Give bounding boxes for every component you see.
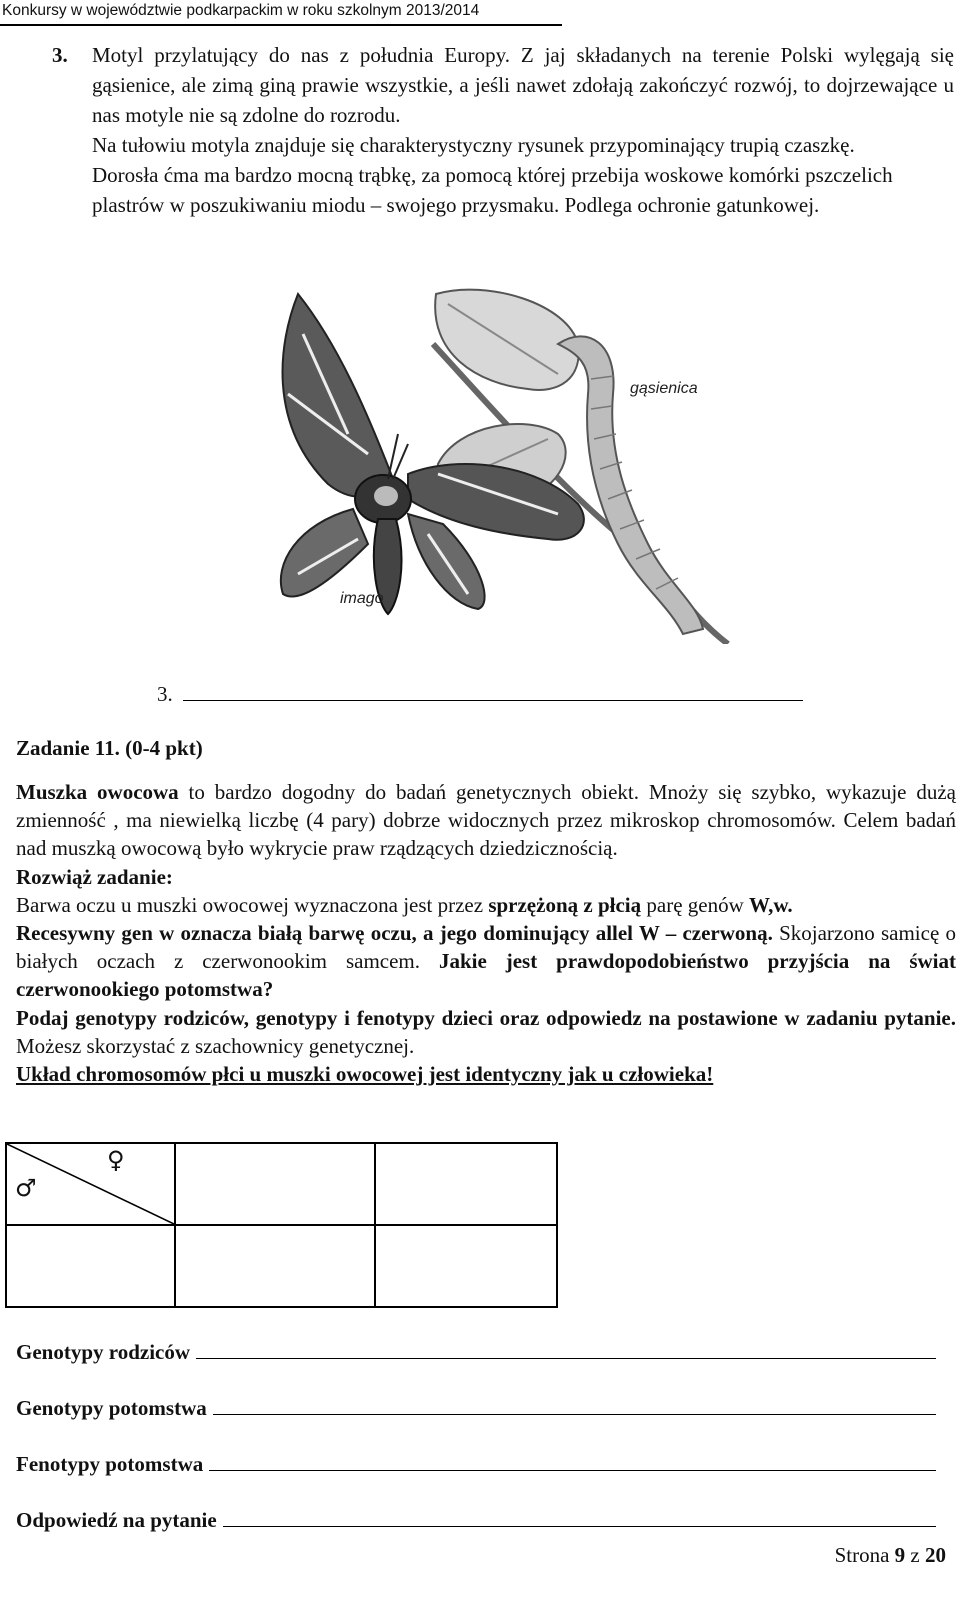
intro-paragraph-1: Motyl przylatujący do nas z południa Europy. Z jaj składanych na terenie Polski wylęgają się gąsienice, ale zimą giną prawie wszystkie, a jeśli nawet zdołają zakończyć rozwój, to dojrzewające u nas motyle nie są zdolne do rozrodu. xyxy=(92,43,954,127)
item-number: 3. xyxy=(52,43,68,67)
task-body xyxy=(16,778,956,1088)
punnett-cell[interactable] xyxy=(375,1143,557,1225)
answer-line-3 xyxy=(157,680,817,707)
intro-paragraph-3: Dorosła ćma ma bardzo mocną trąbkę, za pomocą której przebija woskowe komórki pszczelich plastrów w poszukiwaniu miodu – swojego przysmaku. Podlega ochronie gatunkowej. xyxy=(92,163,893,217)
p3-question: Jakie jest prawdopodobieństwo przyjścia na świat czerwonookiego potomstwa? xyxy=(16,949,956,1002)
punnett-cell[interactable] xyxy=(6,1225,175,1307)
task-paragraph-3 xyxy=(16,919,956,1004)
answer-line xyxy=(16,1508,936,1533)
fruit-fly-term: Muszka owocowa xyxy=(16,780,179,804)
parents-genotypes-line xyxy=(16,1340,936,1365)
punnett-cell[interactable] xyxy=(175,1225,375,1307)
intro-paragraph-2: Na tułowiu motyla znajduje się charakterystyczny rysunek przypominający trupią czaszkę. xyxy=(92,133,855,157)
p2-sex-linked: sprzężoną z płcią xyxy=(488,892,642,917)
offspring-phenotypes-label: Fenotypy potomstwa xyxy=(16,1452,204,1476)
page-footer xyxy=(835,1543,946,1568)
p3-recessive: Recesywny gen w oznacza białą barwę oczu, a jego dominujący allel W – czerwoną. xyxy=(16,921,773,946)
task-paragraph-2 xyxy=(16,891,956,919)
punnett-cell[interactable] xyxy=(175,1143,375,1225)
p4-instructions: Podaj genotypy rodziców, genotypy i fenotypy dzieci oraz odpowiedz na postawione w zadaniu pytanie. xyxy=(16,1005,956,1030)
task-paragraph-1-text: to bardzo dogodny do badań genetycznych obiekt. Mnoży się szybko, wykazuje dużą zmienność , ma niewielką liczbę (4 pary) dobrze widocznych przez mikroskop chromosomów. Celem badań nad muszką owocową było wykrycie praw rządzących dziedzicznością. xyxy=(16,780,956,861)
p4-hint: Możesz skorzystać z szachownicy genetycznej. xyxy=(16,1033,415,1058)
page-total: 20 xyxy=(925,1543,946,1567)
punnett-cell[interactable] xyxy=(375,1225,557,1307)
female-symbol-icon: ♀ xyxy=(107,1146,125,1174)
task-title: Zadanie 11. (0-4 pkt) xyxy=(16,736,203,760)
offspring-phenotypes-blank[interactable] xyxy=(209,1452,936,1471)
p2-text-a: Barwa oczu u muszki owocowej wyznaczona jest przez xyxy=(16,892,489,917)
offspring-genotypes-blank[interactable] xyxy=(213,1396,936,1415)
male-symbol-icon: ♂ xyxy=(15,1174,37,1202)
solve-heading: Rozwiąż zadanie: xyxy=(16,864,173,889)
answer-label: Odpowiedź na pytanie xyxy=(16,1508,217,1532)
moth-and-caterpillar-drawing xyxy=(258,284,730,644)
imago-label: imago xyxy=(340,590,384,607)
moth-illustration xyxy=(258,284,730,644)
parents-genotypes-label: Genotypy rodziców xyxy=(16,1340,191,1364)
task-paragraph-4 xyxy=(16,1004,956,1060)
task-paragraph-5: Układ chromosomów płci u muszki owocowej jest identyczny jak u człowieka! xyxy=(16,1062,714,1087)
offspring-genotypes-line xyxy=(16,1396,936,1421)
punnett-square xyxy=(5,1142,558,1308)
footer-middle: z xyxy=(905,1543,925,1567)
page-header: Konkursy w województwie podkarpackim w roku szkolnym 2013/2014 xyxy=(0,0,562,26)
answer-blank[interactable] xyxy=(183,680,803,701)
answer-number: 3. xyxy=(157,682,173,706)
caterpillar-label: gąsienica xyxy=(630,380,698,397)
offspring-genotypes-label: Genotypy potomstwa xyxy=(16,1396,207,1420)
p2-genes: W,w. xyxy=(749,892,793,917)
answer-blank[interactable] xyxy=(223,1508,936,1527)
footer-prefix: Strona xyxy=(834,1543,895,1567)
p2-text-c: parę genów xyxy=(641,892,749,917)
punnett-corner xyxy=(6,1143,175,1225)
intro-section xyxy=(52,40,954,220)
offspring-phenotypes-line xyxy=(16,1452,936,1477)
task-paragraph-1 xyxy=(16,778,956,863)
page-number: 9 xyxy=(894,1543,906,1567)
p3-cross: Skojarzono samicę o białych oczach z czerwonookim samcem. xyxy=(16,921,956,974)
parents-genotypes-blank[interactable] xyxy=(196,1340,936,1359)
